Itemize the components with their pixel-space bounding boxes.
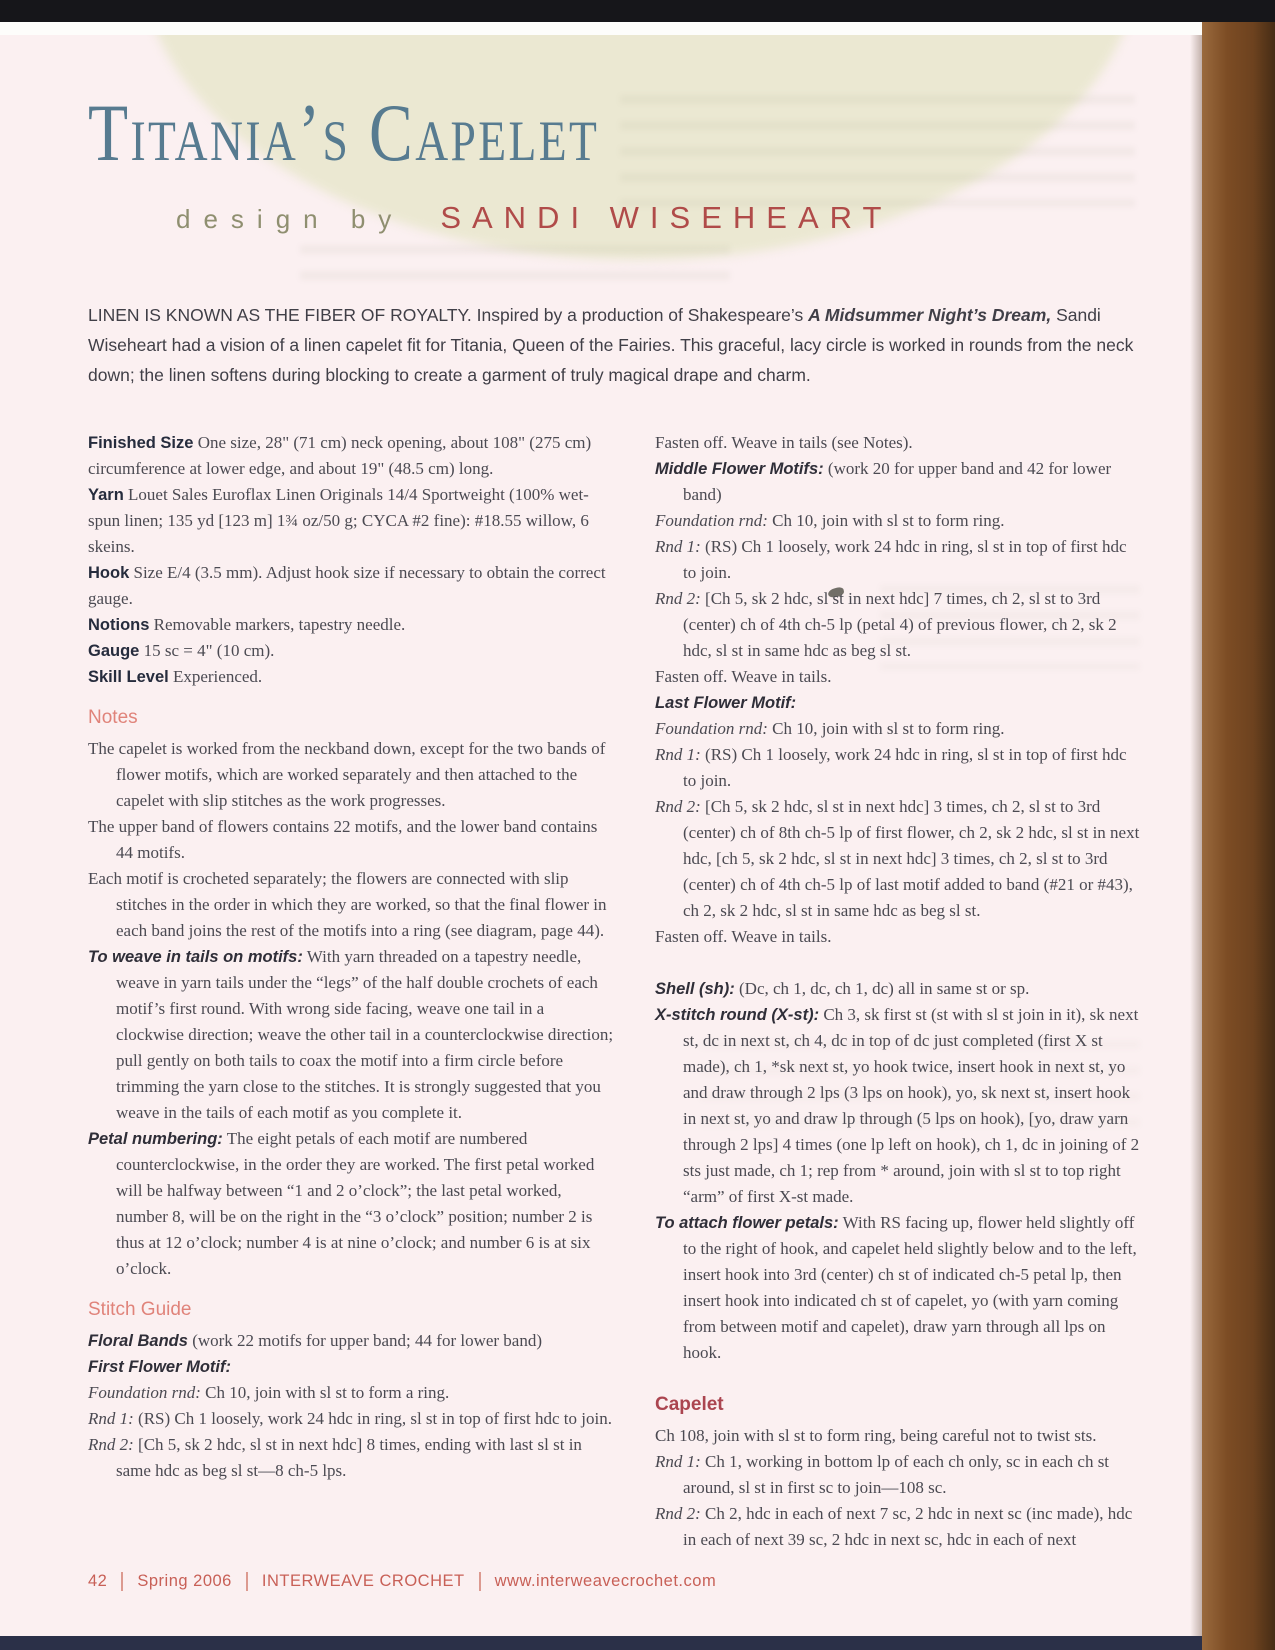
top-scan-bar bbox=[0, 0, 1275, 22]
spec-yarn: Yarn Louet Sales Euroflax Linen Originals 14/4 Sportweight (100% wet-spun linen; 135 yd [123 m] 1¾ oz/50 g; CYCA #2 fine): #18.55 willow, 6 skeins. bbox=[88, 485, 589, 556]
designer-name: SANDI WISEHEART bbox=[440, 200, 893, 235]
note-para: Each motif is crocheted separately; the flowers are connected with slip stitches in the order in which they are worked, so that the final flower in each band joins the rest of the motifs into a ring (see diagram, page 44). bbox=[88, 869, 607, 940]
capelet-entry: Rnd 2: Ch 2, hdc in each of next 7 sc, 2 hdc in next sc (inc made), hdc in each of next 39 sc, 2 hdc in next sc, hdc in each of next bbox=[655, 1504, 1133, 1549]
stitch-guide-entry: Floral Bands (work 22 motifs for upper band; 44 for lower band) bbox=[88, 1331, 543, 1350]
wood-table-edge bbox=[1202, 0, 1275, 1650]
pattern-entry: Fasten off. Weave in tails (see Notes). bbox=[655, 433, 913, 452]
note-para: The upper band of flowers contains 22 motifs, and the lower band contains 44 motifs. bbox=[88, 817, 598, 862]
bottom-scan-bar bbox=[0, 1636, 1202, 1650]
pattern-entry: Foundation rnd: Ch 10, join with sl st to form ring. bbox=[655, 511, 1005, 530]
capelet-entry: Rnd 1: Ch 1, working in bottom lp of each ch only, sc in each ch st around, sl st in first sc to join—108 sc. bbox=[655, 1452, 1110, 1497]
page-edge-shadow bbox=[1190, 0, 1202, 1650]
pattern-entry: Fasten off. Weave in tails. bbox=[655, 667, 832, 686]
pattern-entry: To attach flower petals: With RS facing up, flower held slightly off to the right of hook, and capelet held slightly below and to the left, insert hook into 3rd (center) ch st of indicated ch-5 petal lp, then insert hook into indicated ch st of capelet, yo (with yarn coming from between motif and capelet), draw yarn through all lps on hook. bbox=[655, 1213, 1137, 1362]
spec-hook: Hook Size E/4 (3.5 mm). Adjust hook size if necessary to obtain the correct gauge. bbox=[88, 563, 606, 608]
pattern-entry: Middle Flower Motifs: (work 20 for upper band and 42 for lower band) bbox=[655, 459, 1112, 504]
magazine-name: INTERWEAVE CROCHET bbox=[261, 1572, 465, 1590]
spec-skill-level: Skill Level Experienced. bbox=[88, 667, 263, 686]
right-column bbox=[655, 430, 1142, 1553]
page-number: 42 bbox=[88, 1572, 108, 1590]
pattern-entry: Shell (sh): (Dc, ch 1, dc, ch 1, dc) all in same st or sp. bbox=[655, 979, 1030, 998]
website-url: www.interweavecrochet.com bbox=[494, 1572, 717, 1590]
spec-notions: Notions Removable markers, tapestry needle. bbox=[88, 615, 406, 634]
pattern-entry: Fasten off. Weave in tails. bbox=[655, 927, 832, 946]
note-para: The capelet is worked from the neckband down, except for the two bands of flower motifs, which are worked separately and then attached to the capelet with slip stitches as the work progresses. bbox=[88, 739, 606, 810]
stitch-guide-entry: First Flower Motif: bbox=[88, 1358, 231, 1376]
footer-divider bbox=[246, 1572, 248, 1591]
pattern-entry: Last Flower Motif: bbox=[655, 694, 797, 712]
notes-heading: Notes bbox=[88, 707, 138, 728]
header bbox=[88, 87, 893, 236]
stitch-guide-entry: Rnd 1: (RS) Ch 1 loosely, work 24 hdc in ring, sl st in top of first hdc to join. bbox=[88, 1409, 612, 1428]
footer-divider bbox=[479, 1572, 481, 1591]
note-para: To weave in tails on motifs: With yarn threaded on a tapestry needle, weave in yarn tails under the “legs” of the half double crochets of each motif’s first round. With wrong side facing, weave one tail in a clockwise direction; weave the other tail in a counterclockwise direction; pull gently on both tails to coax the motif into a firm circle before trimming the yarn close to the stitches. It is strongly suggested that you weave in the tails of each motif as you complete it. bbox=[88, 947, 614, 1122]
stitch-guide-entry: Foundation rnd: Ch 10, join with sl st to form a ring. bbox=[88, 1383, 450, 1402]
issue-name: Spring 2006 bbox=[137, 1572, 232, 1590]
pattern-entry: Rnd 1: (RS) Ch 1 loosely, work 24 hdc in ring, sl st in top of first hdc to join. bbox=[655, 537, 1127, 582]
showthrough-artifact bbox=[300, 245, 730, 297]
pattern-entry: X-stitch round (X-st): Ch 3, sk first st (st with sl st join in it), sk next st, dc in next st, ch 4, dc in top of dc just completed (first X st made), ch 1, *sk next st, yo hook twice, insert hook in next st, yo and draw through 2 lps (3 lps on hook), yo, sk next st, insert hook in next st, yo and draw lp through (5 lps on hook), [yo, draw yarn through 2 lps] 4 times (one lp left on hook), ch 1, dc in joining of 2 sts just made, ch 1; rep from * around, join with sl st to top right “arm” of first X-st made. bbox=[655, 1005, 1140, 1206]
page-title: Titania’s Capelet bbox=[88, 87, 600, 178]
intro-text: Sandi Wiseheart had a vision of a linen capelet fit for Titania, Queen of the Fairies. This graceful, lacy circle is worked in rounds from the neck down; the linen softens during blocking to create a garment of truly magical drape and charm. bbox=[88, 305, 1134, 385]
book-title: A Midsummer Night’s Dream, bbox=[808, 305, 1052, 325]
left-column bbox=[88, 430, 615, 1484]
footer bbox=[88, 1572, 716, 1591]
pattern-entry: Rnd 2: [Ch 5, sk 2 hdc, sl st in next hdc] 7 times, ch 2, sl st to 3rd (center) ch of 4th ch-5 lp (petal 4) of previous flower, ch 2, sk 2 hdc, sl st in same hdc as beg sl st. bbox=[655, 589, 1117, 660]
footer-divider bbox=[121, 1572, 123, 1591]
spec-gauge: Gauge 15 sc = 4" (10 cm). bbox=[88, 641, 275, 660]
stitch-guide-entry: Rnd 2: [Ch 5, sk 2 hdc, sl st in next hdc] 8 times, ending with last sl st in same hdc as beg sl st—8 ch-5 lps. bbox=[88, 1435, 582, 1480]
intro-paragraph bbox=[88, 300, 1138, 390]
capelet-heading: Capelet bbox=[655, 1394, 724, 1415]
stitch-guide-heading: Stitch Guide bbox=[88, 1299, 192, 1320]
byline-prefix: design by bbox=[176, 204, 405, 234]
pattern-entry: Foundation rnd: Ch 10, join with sl st to form ring. bbox=[655, 719, 1005, 738]
pattern-entry: Rnd 2: [Ch 5, sk 2 hdc, sl st in next hdc] 3 times, ch 2, sl st to 3rd (center) ch of 8th ch-5 lp of first flower, ch 2, sk 2 hdc, sl st in next hdc, [ch 5, sk 2 hdc, sl st in next hdc] 3 times, ch 2, sl st to 3rd (center) ch of 4th ch-5 lp of last motif added to band (#21 or #43), ch 2, sk 2 hdc, sl st in same hdc as beg sl st. bbox=[655, 797, 1140, 920]
page-top-edge bbox=[0, 22, 1202, 35]
byline bbox=[176, 200, 892, 236]
spec-finished-size: Finished Size One size, 28" (71 cm) neck opening, about 108" (275 cm) circumference at lower edge, and about 19" (48.5 cm) long. bbox=[88, 433, 592, 478]
capelet-entry: Ch 108, join with sl st to form ring, being careful not to twist sts. bbox=[655, 1426, 1097, 1445]
pattern-entry: Rnd 1: (RS) Ch 1 loosely, work 24 hdc in ring, sl st in top of first hdc to join. bbox=[655, 745, 1127, 790]
intro-lead: LINEN IS KNOWN AS THE FIBER OF ROYALTY. bbox=[88, 305, 472, 325]
note-para: Petal numbering: The eight petals of each motif are numbered counterclockwise, in the order they are worked. The first petal worked will be halfway between “1 and 2 o’clock”; the last petal worked, number 8, will be on the right in the “3 o’clock” position; number 2 is thus at 12 o’clock; number 4 is at nine o’clock; and number 6 is at six o’clock. bbox=[88, 1129, 595, 1278]
intro-text: Inspired by a production of Shakespeare’s bbox=[471, 305, 809, 325]
